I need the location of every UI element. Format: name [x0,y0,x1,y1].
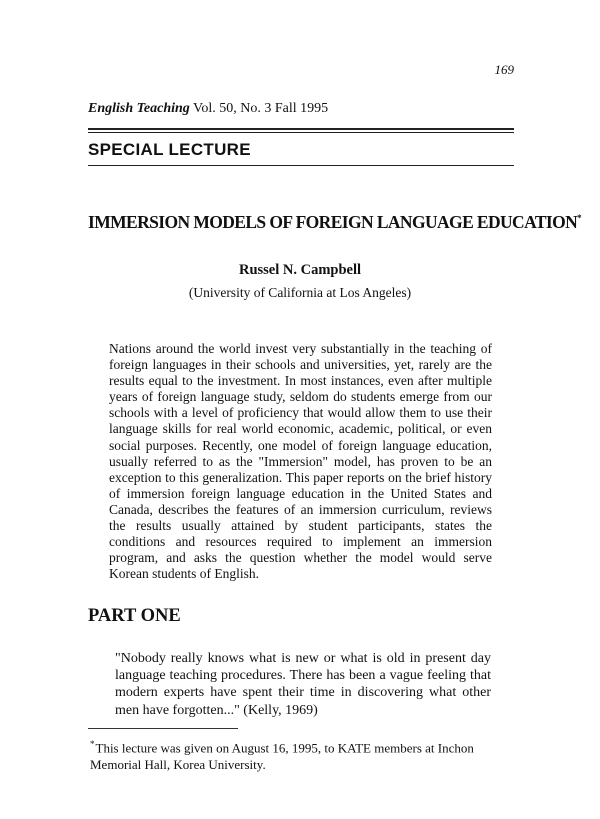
journal-issue: Vol. 50, No. 3 Fall 1995 [193,101,329,116]
article-title-text: IMMERSION MODELS OF FOREIGN LANGUAGE EDUCATION [88,212,578,232]
title-footnote-mark: * [577,213,582,224]
part-heading: PART ONE [88,606,181,626]
footnote [90,736,515,773]
footnote-text: This lecture was given on August 16, 1995, to KATE members at Inchon Memorial Hall, Korea University. [90,740,474,772]
section-rule [88,165,514,166]
footnote-rule [88,728,238,729]
author-affiliation: (University of California at Los Angeles) [188,285,412,300]
header-double-rule [88,128,514,133]
abstract-paragraph: Nations around the world invest very substantially in the teaching of foreign languages in their schools and universities, yet, rarely are the results equal to the investment. In most instances, even after multiple years of foreign language study, seldom do students emerge from our schools with a level of proficiency that would allow them to use their language skills for real world economic, academic, political, or even social purposes. Recently, one model of foreign language education, usually referred to as the "Immersion" model, has proven to be an exception to this generalization. This paper reports on the brief history of immersion foreign language education in the United States and Canada, describes the features of an immersion curriculum, reviews the results usually attained by student participants, states the conditions and resources required to implement an immersion program, and asks the question whether the model would serve Korean students of English. [109,341,492,582]
journal-name: English Teaching [88,101,190,116]
journal-header [88,101,328,117]
footnote-mark: * [90,739,95,749]
page-number: 169 [494,62,514,77]
author-name: Russel N. Campbell [238,262,362,278]
section-label: SPECIAL LECTURE [88,140,251,159]
article-title [88,212,581,233]
epigraph-quote: "Nobody really knows what is new or what is old in present day language teaching procedures. There has been a vague feeling that modern experts have spent their time in discovering what other men have forgotten..." (Kelly, 1969) [115,651,491,718]
